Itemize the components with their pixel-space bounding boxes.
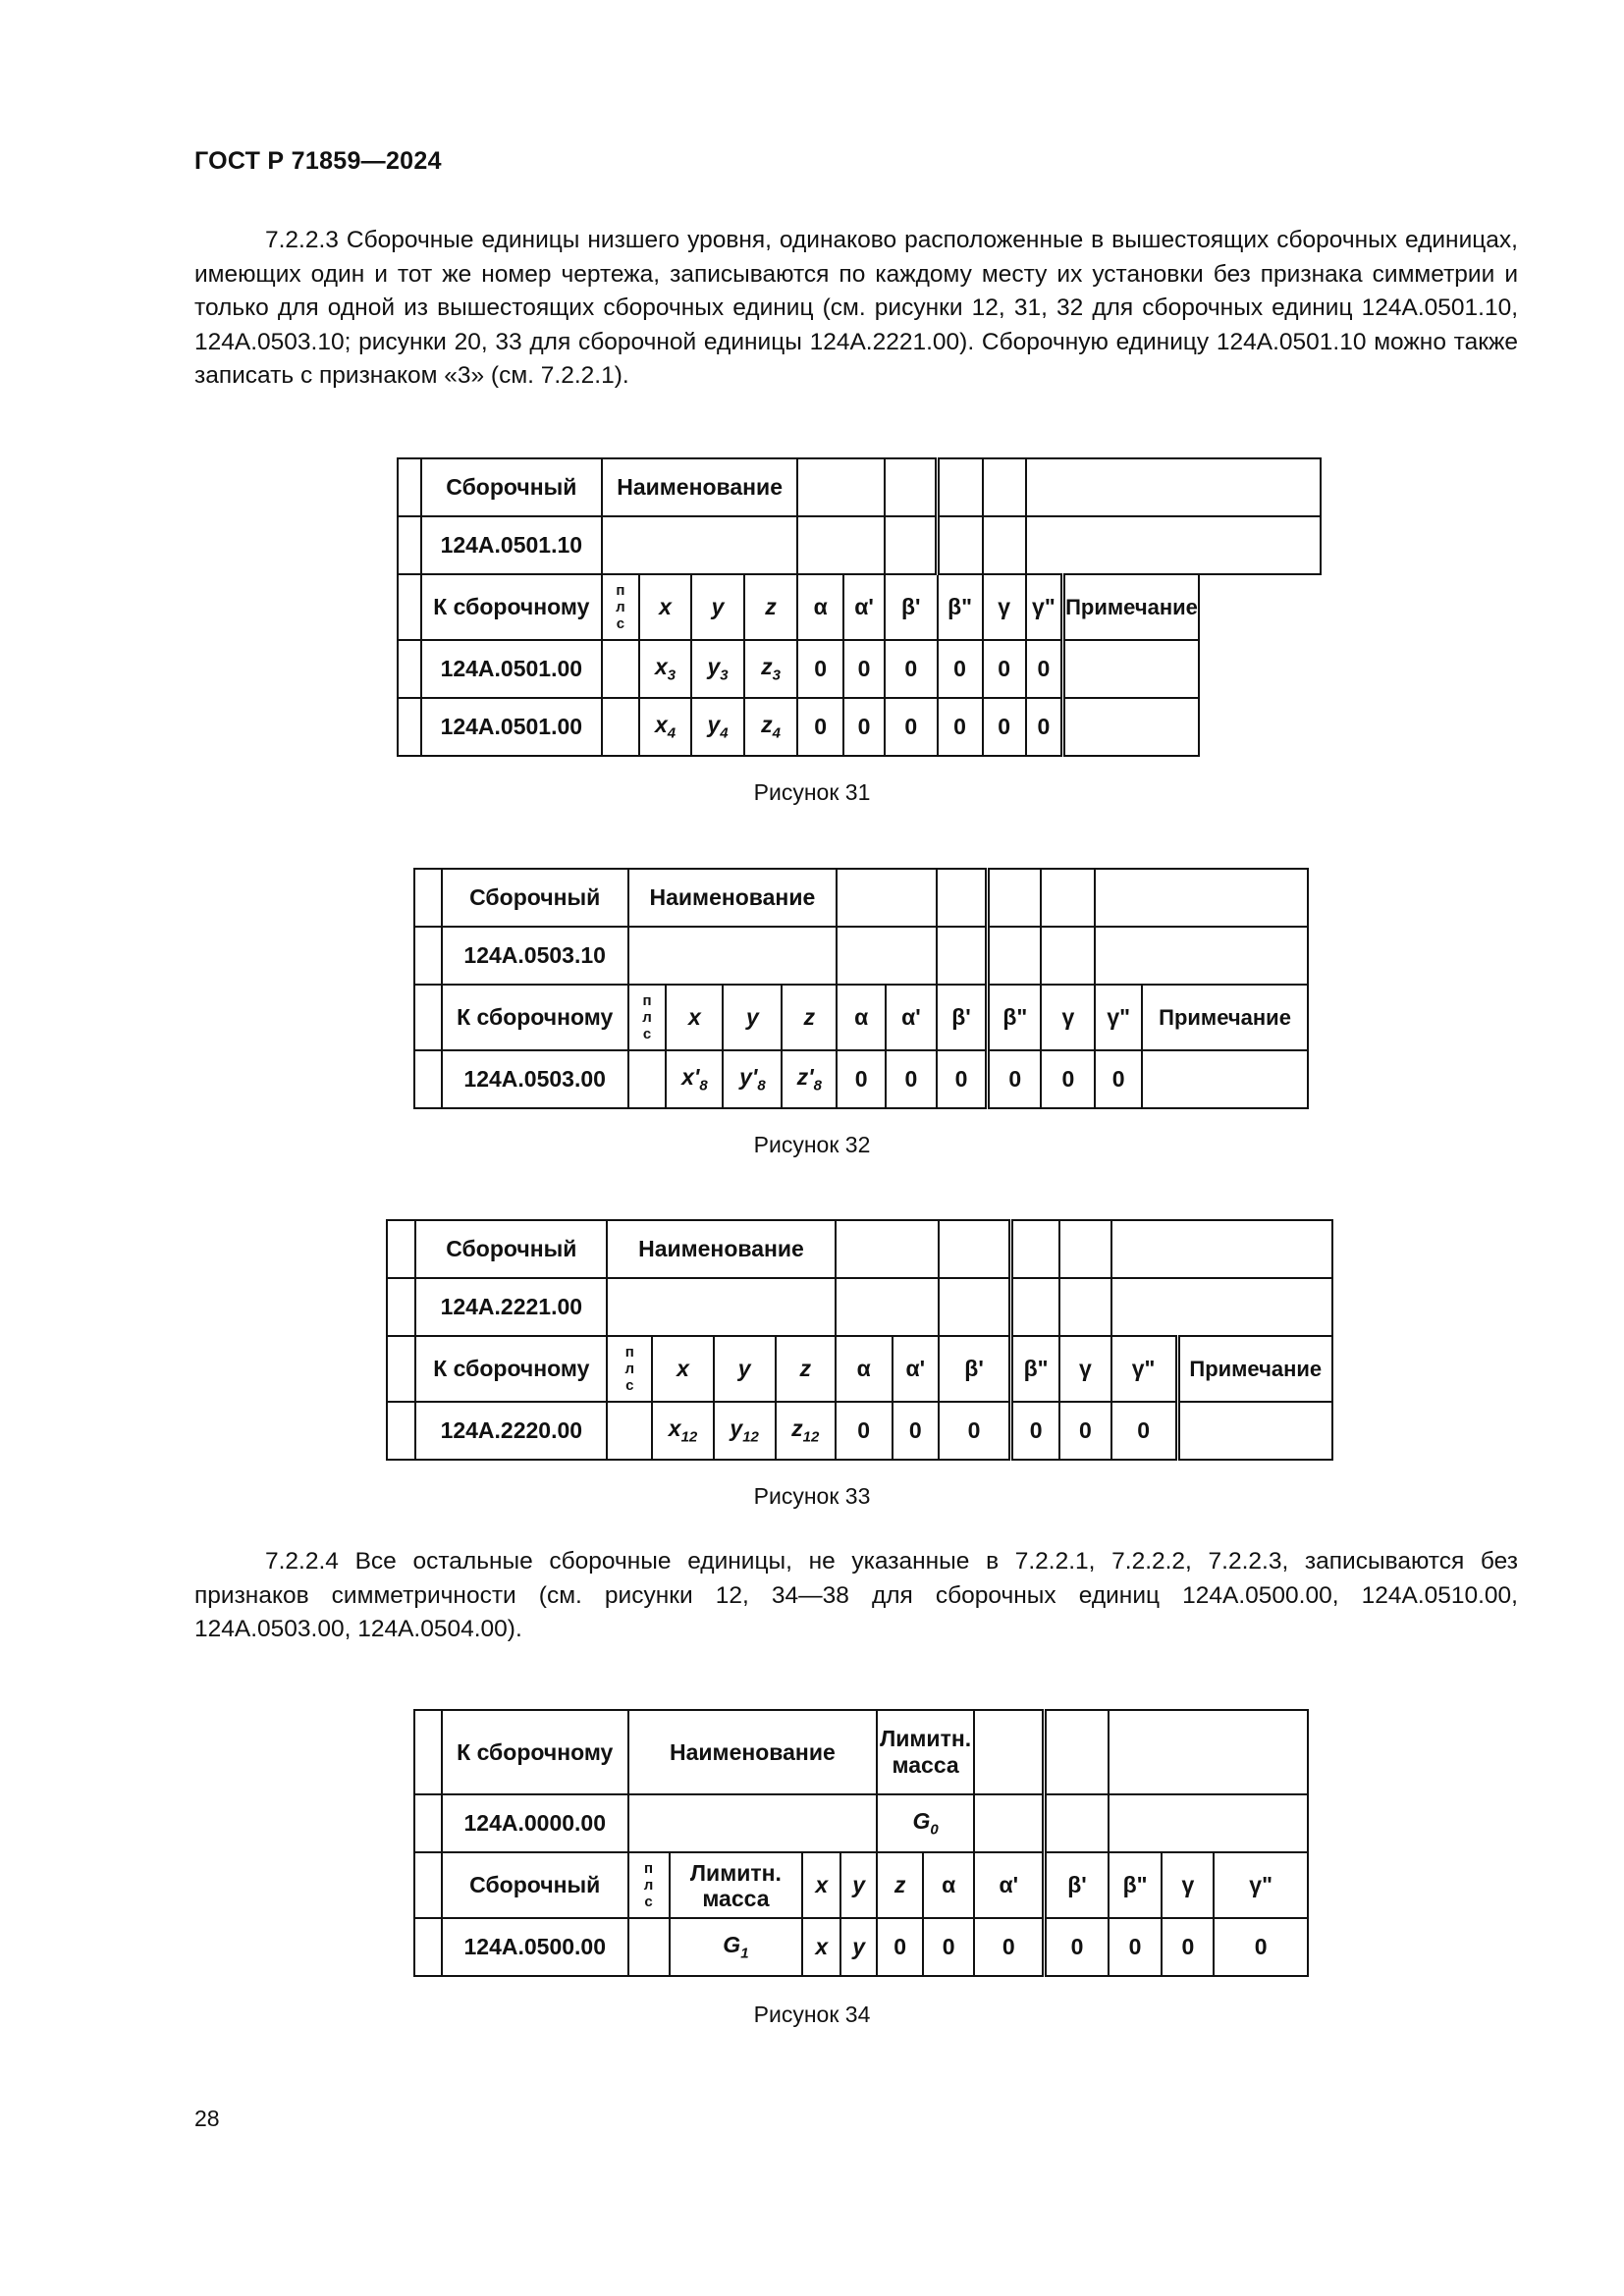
blank-cell [1045, 1794, 1109, 1852]
beta-prime-value: 0 [939, 1402, 1011, 1460]
assembly-header: Сборочный [442, 869, 628, 927]
gamma-value: 0 [983, 640, 1026, 698]
alpha-value: 0 [923, 1918, 974, 1976]
blank-cell [398, 458, 421, 516]
pls-value [607, 1402, 652, 1460]
to-assembly-header: К сборочному [415, 1336, 607, 1402]
name-header: Наименование [607, 1220, 836, 1278]
gamma-value: 0 [1059, 1402, 1111, 1460]
blank-cell [974, 1710, 1045, 1794]
blank-cell [1095, 927, 1308, 985]
blank-cell [1059, 1278, 1111, 1336]
name-value [602, 516, 797, 574]
document-header: ГОСТ Р 71859—2024 [194, 147, 442, 175]
blank-cell [414, 985, 442, 1050]
y-header: y [840, 1852, 877, 1918]
blank-cell [414, 1852, 442, 1918]
blank-cell [398, 574, 421, 640]
to-assembly-header: К сборочному [442, 985, 628, 1050]
blank-cell [837, 927, 937, 985]
gamma-value: 0 [1041, 1050, 1095, 1108]
x-value: $x_{12}$ [652, 1402, 713, 1460]
gamma-double-prime-value: 0 [1026, 698, 1063, 756]
beta-prime-value: 0 [885, 640, 938, 698]
assembly-number: 124А.0503.10 [442, 927, 628, 985]
gamma-double-prime-header: γ" [1111, 1336, 1177, 1402]
figure-31-table [397, 457, 1322, 757]
blank-cell [1111, 1278, 1332, 1336]
blank-cell [1111, 1220, 1332, 1278]
alpha-prime-header: α' [843, 574, 885, 640]
note-header: Примечание [1063, 574, 1199, 640]
alpha-prime-header: α' [974, 1852, 1045, 1918]
pls-value [602, 698, 639, 756]
paragraph-7-2-2-3: 7.2.2.3 Сборочные единицы низшего уровня, одинаково расположенные в вышестоящих сборочных единицах, имеющих один и тот же номер чертежа, записываются по каждому месту их установки без признака симметрии и только для одной из вышестоящих сборочных единиц (см. рисунки 12, 31, 32 для сборочных единиц 124А.0501.10, 124А.0503.10; рисунки 20, 33 для сборочной единицы 124А.2221.00). Сборочную единицу 124А.0501.10 можно также записать с признаком «3» (см. 7.2.2.1). [194, 227, 1518, 389]
alpha-header: α [836, 1336, 893, 1402]
blank-cell [983, 516, 1026, 574]
gamma-double-prime-value: 0 [1111, 1402, 1177, 1460]
blank-cell [398, 640, 421, 698]
gamma-value: 0 [983, 698, 1026, 756]
figure-33-caption: Рисунок 33 [753, 1483, 871, 1509]
blank-cell [1045, 1710, 1109, 1794]
alpha-prime-value: 0 [843, 640, 885, 698]
pls-header: п л с [607, 1336, 652, 1402]
y-header: y [723, 985, 782, 1050]
figure-32-caption: Рисунок 32 [753, 1132, 871, 1157]
blank-cell [885, 458, 938, 516]
alpha-header: α [797, 574, 843, 640]
blank-cell [837, 869, 937, 927]
beta-prime-header: β' [1045, 1852, 1109, 1918]
blank-cell [939, 1220, 1011, 1278]
beta-double-prime-header: β" [988, 985, 1042, 1050]
y-header: y [714, 1336, 776, 1402]
beta-double-prime-value: 0 [988, 1050, 1042, 1108]
blank-cell [797, 516, 885, 574]
note-value [1177, 1402, 1332, 1460]
x-value: $x'_8$ [666, 1050, 723, 1108]
blank-cell [1109, 1794, 1308, 1852]
beta-prime-value: 0 [885, 698, 938, 756]
beta-prime-header: β' [937, 985, 988, 1050]
figure-32-table [413, 868, 1309, 1109]
parent-number: 124А.0000.00 [442, 1794, 628, 1852]
y-value: $y_4$ [691, 698, 744, 756]
z-header: z [744, 574, 797, 640]
blank-cell [1095, 869, 1308, 927]
z-value: $z_{12}$ [776, 1402, 836, 1460]
gamma-header: γ [1041, 985, 1095, 1050]
blank-cell [885, 516, 938, 574]
parent-number: 124А.0501.00 [421, 698, 602, 756]
y-header: y [691, 574, 744, 640]
pls-value [602, 640, 639, 698]
gamma-header: γ [1162, 1852, 1214, 1918]
x-value: $x_3$ [639, 640, 692, 698]
x-header: x [666, 985, 723, 1050]
blank-cell [988, 927, 1042, 985]
blank-cell [414, 1710, 442, 1794]
blank-cell [988, 869, 1042, 927]
blank-cell [974, 1794, 1045, 1852]
blank-cell [1026, 516, 1321, 574]
beta-double-prime-value: 0 [1109, 1918, 1163, 1976]
note-value [1142, 1050, 1308, 1108]
gamma-double-prime-value: 0 [1095, 1050, 1142, 1108]
blank-cell [1041, 927, 1095, 985]
blank-cell [939, 1278, 1011, 1336]
alpha-prime-header: α' [893, 1336, 939, 1402]
x-value: $x_4$ [639, 698, 692, 756]
assembly-number: 124А.0500.00 [442, 1918, 628, 1976]
parent-number: 124А.0501.00 [421, 640, 602, 698]
y-value: y [840, 1918, 877, 1976]
beta-double-prime-header: β" [1011, 1336, 1059, 1402]
blank-cell [387, 1278, 415, 1336]
z-value: 0 [877, 1918, 923, 1976]
assembly-number: 124А.2221.00 [415, 1278, 607, 1336]
parent-number: 124А.0503.00 [442, 1050, 628, 1108]
note-header: Примечание [1142, 985, 1308, 1050]
name-value [628, 927, 838, 985]
figure-34-table [413, 1709, 1309, 1977]
alpha-header: α [837, 985, 886, 1050]
blank-cell [414, 1918, 442, 1976]
alpha-prime-value: 0 [974, 1918, 1045, 1976]
x-value: x [802, 1918, 840, 1976]
alpha-value: 0 [797, 698, 843, 756]
x-header: x [652, 1336, 713, 1402]
beta-double-prime-header: β" [938, 574, 983, 640]
parent-number: 124А.2220.00 [415, 1402, 607, 1460]
gamma-double-prime-header: γ" [1214, 1852, 1308, 1918]
assembly-header: Сборочный [415, 1220, 607, 1278]
y-value: $y_3$ [691, 640, 744, 698]
pls-value [628, 1050, 667, 1108]
name-header: Наименование [628, 1710, 878, 1794]
alpha-header: α [923, 1852, 974, 1918]
gamma-value: 0 [1162, 1918, 1214, 1976]
x-header: x [639, 574, 692, 640]
alpha-prime-value: 0 [886, 1050, 937, 1108]
beta-prime-header: β' [939, 1336, 1011, 1402]
x-header: x [802, 1852, 840, 1918]
figure-33-table [386, 1219, 1333, 1461]
z-header: z [877, 1852, 923, 1918]
blank-cell [983, 458, 1026, 516]
page-number: 28 [194, 2106, 220, 2131]
limit-mass-header: Лимитн. масса [670, 1852, 803, 1918]
y-value: $y'_8$ [723, 1050, 782, 1108]
pls-value [628, 1918, 670, 1976]
pls-header: п л с [628, 1852, 670, 1918]
name-header: Наименование [628, 869, 838, 927]
to-assembly-header: К сборочному [442, 1710, 628, 1794]
y-value: $y_{12}$ [714, 1402, 776, 1460]
z-value: $z'_8$ [782, 1050, 837, 1108]
beta-double-prime-value: 0 [1011, 1402, 1059, 1460]
blank-cell [414, 927, 442, 985]
blank-cell [937, 927, 988, 985]
gamma-double-prime-value: 0 [1214, 1918, 1308, 1976]
parent-mass-value: $G_0$ [877, 1794, 974, 1852]
beta-double-prime-header: β" [1109, 1852, 1163, 1918]
blank-cell [1109, 1710, 1308, 1794]
assembly-header: Сборочный [421, 458, 602, 516]
alpha-prime-value: 0 [893, 1402, 939, 1460]
beta-prime-value: 0 [1045, 1918, 1109, 1976]
beta-double-prime-value: 0 [938, 698, 983, 756]
to-assembly-header: К сборочному [421, 574, 602, 640]
z-value: $z_3$ [744, 640, 797, 698]
blank-cell [1041, 869, 1095, 927]
blank-cell [414, 1794, 442, 1852]
assembly-number: 124А.0501.10 [421, 516, 602, 574]
limit-mass-header: Лимитн. масса [877, 1710, 974, 1794]
gamma-header: γ [983, 574, 1026, 640]
blank-cell [414, 869, 442, 927]
beta-prime-value: 0 [937, 1050, 988, 1108]
blank-cell [1059, 1220, 1111, 1278]
paragraph-7-2-2-4: 7.2.2.4 Все остальные сборочные единицы, не указанные в 7.2.2.1, 7.2.2.2, 7.2.2.3, записываются без признаков симметричности (см. рисунки 12, 34—38 для сборочных единиц 124А.0500.00, 124А.0510.00, 124А.0503.00, 124А.0504.00). [194, 1548, 1518, 1642]
beta-prime-header: β' [885, 574, 938, 640]
blank-cell [836, 1220, 939, 1278]
name-value [607, 1278, 836, 1336]
blank-cell [387, 1220, 415, 1278]
note-header: Примечание [1177, 1336, 1332, 1402]
blank-cell [387, 1402, 415, 1460]
note-value [1063, 640, 1199, 698]
gamma-double-prime-header: γ" [1026, 574, 1063, 640]
blank-cell [387, 1336, 415, 1402]
blank-cell [398, 516, 421, 574]
blank-cell [938, 458, 983, 516]
gamma-header: γ [1059, 1336, 1111, 1402]
blank-cell [398, 698, 421, 756]
alpha-prime-value: 0 [843, 698, 885, 756]
blank-cell [414, 1050, 442, 1108]
figure-31-caption: Рисунок 31 [753, 779, 871, 805]
blank-cell [797, 458, 885, 516]
gamma-double-prime-value: 0 [1026, 640, 1063, 698]
blank-cell [938, 516, 983, 574]
note-value [1063, 698, 1199, 756]
z-header: z [782, 985, 837, 1050]
blank-cell [1026, 458, 1321, 516]
alpha-prime-header: α' [886, 985, 937, 1050]
figure-34-caption: Рисунок 34 [753, 2002, 871, 2027]
alpha-value: 0 [837, 1050, 886, 1108]
name-header: Наименование [602, 458, 797, 516]
assembly-header: Сборочный [442, 1852, 628, 1918]
blank-cell [937, 869, 988, 927]
beta-double-prime-value: 0 [938, 640, 983, 698]
alpha-value: 0 [797, 640, 843, 698]
blank-cell [1011, 1220, 1059, 1278]
gamma-double-prime-header: γ" [1095, 985, 1142, 1050]
blank-cell [836, 1278, 939, 1336]
name-value [628, 1794, 878, 1852]
mass-value: $G_1$ [670, 1918, 803, 1976]
z-header: z [776, 1336, 836, 1402]
alpha-value: 0 [836, 1402, 893, 1460]
blank-cell [1011, 1278, 1059, 1336]
pls-header: п л с [602, 574, 639, 640]
z-value: $z_4$ [744, 698, 797, 756]
pls-header: п л с [628, 985, 667, 1050]
